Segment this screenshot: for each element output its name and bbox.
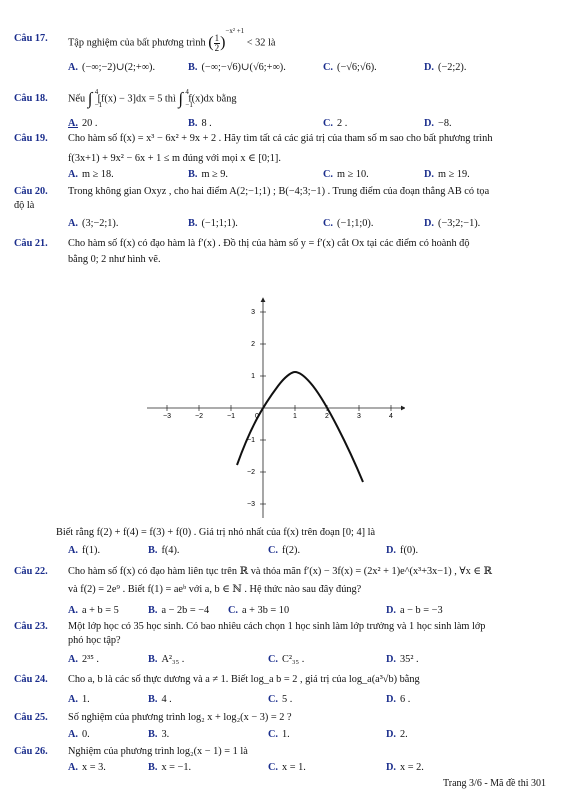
x-tick-label: 4 (389, 413, 393, 420)
question-number: Câu 17. (14, 33, 48, 44)
option-c[interactable]: C. 1. (268, 729, 290, 740)
question-number: Câu 18. (14, 93, 48, 104)
question-text: Cho hàm số f(x) = x³ − 6x² + 9x + 2 . Hãy tìm tất cả các giá trị của tham số m sao cho bất phương trình f(3x+1) + 9x² − 6x + 1 ≤ m đúng với mọi x ∈ [0;1]. (68, 133, 493, 164)
y-tick-label: −2 (247, 469, 255, 476)
option-a[interactable]: A. 0. (68, 729, 90, 740)
question-number: Câu 19. (14, 133, 48, 144)
y-tick-label: 3 (251, 309, 255, 316)
question-text: Nếu ∫ 4 −1 [f(x) − 3]dx = 5 thì ∫ 4 −1 f(x)dx bằng (68, 88, 237, 109)
option-b[interactable]: B. A²₃₅ . (148, 654, 185, 665)
question-text: Nghiệm của phương trình log₂(x − 1) = 1 là (68, 746, 248, 757)
question-number: Câu 22. (14, 566, 48, 577)
question-text: Cho hàm số f(x) có đạo hàm liên tục trên ℝ và thỏa mãn f′(x) − 3f(x) = (2x² + 1)e^(x³+3x−1) , ∀x ∈ ℝ và f(2) = 2e⁹ . Biết f(1) = aeᵇ với a, b ∈ ℕ . Hệ thức nào sau đây đúng? (68, 566, 493, 595)
option-d[interactable]: D. 2. (386, 729, 408, 740)
option-a[interactable]: A. a + b = 5 (68, 605, 119, 616)
option-a[interactable]: A. x = 3. (68, 762, 106, 773)
option-d[interactable]: D. m ≥ 19. (424, 169, 470, 180)
curve-y-equals-fprime (237, 372, 363, 482)
option-b[interactable]: B. m ≥ 9. (188, 169, 228, 180)
option-d[interactable]: D. (−3;2;−1). (424, 218, 481, 229)
page-footer: Trang 3/6 - Mã đề thi 301 (443, 778, 546, 789)
y-tick-label: −3 (247, 501, 255, 508)
origin-label: 0 (255, 413, 259, 420)
option-c[interactable]: C. (−1;1;0). (323, 218, 374, 229)
option-d[interactable]: D. (−2;2). (424, 62, 467, 73)
question-text: Trong không gian Oxyz , cho hai điểm A(2;−1;1) ; B(−4;3;−1) . Trung điểm của đoạn thẳng AB có tọa độ là (14, 186, 490, 211)
y-tick-label: −1 (247, 437, 255, 444)
option-d[interactable]: D. 35² . (386, 654, 419, 665)
option-c[interactable]: C. a + 3b = 10 (228, 605, 290, 616)
question-number: Câu 23. (14, 621, 48, 632)
option-a[interactable]: A. (−∞;−2)∪(2;+∞). (68, 62, 156, 73)
option-d[interactable]: D. x = 2. (386, 762, 424, 773)
option-a[interactable]: A. f(1). (68, 545, 101, 556)
question-number: Câu 25. (14, 712, 48, 723)
option-c[interactable]: C. 2 . (323, 118, 348, 129)
x-tick-label: 3 (357, 413, 361, 420)
x-tick-label: 1 (293, 413, 297, 420)
question-number: Câu 26. (14, 746, 48, 757)
option-c[interactable]: C. 5 . (268, 694, 293, 705)
y-tick-label: 2 (251, 341, 255, 348)
option-a[interactable]: A. 1. (68, 694, 90, 705)
option-c[interactable]: C. C²₃₅ . (268, 654, 305, 665)
option-b[interactable]: B. (−∞;−√6)∪(√6;+∞). (188, 62, 286, 73)
option-b[interactable]: B. f(4). (148, 545, 180, 556)
option-c[interactable]: C. f(2). (268, 545, 301, 556)
fraction: $\frac{1}{2}$ (214, 32, 220, 53)
option-d[interactable]: D. f(0). (386, 545, 419, 556)
x-tick-label: 2 (325, 413, 329, 420)
integral-sign: ∫ 4 −1 (178, 88, 193, 109)
option-b[interactable]: B. (−1;1;1). (188, 218, 238, 229)
option-b[interactable]: B. x = −1. (148, 762, 192, 773)
question-text: Tập nghiệm của bất phương trình ( $\frac{1}{2}$ )$^{-x^2 +1}$ < 32 là (68, 27, 276, 53)
derivative-graph (143, 296, 405, 518)
option-c[interactable]: C. (−√6;√6). (323, 62, 377, 73)
question-text: Cho a, b là các số thực dương và a ≠ 1. Biết log_a b = 2 , giá trị của log_a(a³√b) bằng (68, 674, 420, 685)
option-c[interactable]: C. x = 1. (268, 762, 306, 773)
option-c[interactable]: C. m ≥ 10. (323, 169, 369, 180)
integral-sign: ∫ 4 −1 (87, 88, 103, 109)
option-a[interactable]: A. 20 . (68, 118, 98, 129)
option-a[interactable]: A. m ≥ 18. (68, 169, 114, 180)
question-text: Một lớp học có 35 học sinh. Có bao nhiêu cách chọn 1 học sinh làm lớp trưởng và 1 học sinh làm lớp phó học tập? (68, 621, 486, 646)
question-text: Số nghiệm của phương trình log₂ x + log₂(x − 3) = 2 ? (68, 712, 292, 723)
x-tick-label: −1 (227, 413, 235, 420)
option-d[interactable]: D. a − b = −3 (386, 605, 443, 616)
x-tick-label: −2 (195, 413, 203, 420)
option-b[interactable]: B. a − 2b = −4 (148, 605, 210, 616)
option-a[interactable]: A. (3;−2;1). (68, 218, 119, 229)
option-d[interactable]: D. −8. (424, 118, 452, 129)
option-a[interactable]: A. 2³⁵ . (68, 654, 99, 665)
question-number: Câu 21. (14, 238, 48, 249)
option-b[interactable]: B. 8 . (188, 118, 212, 129)
question-number: Câu 20. (14, 186, 48, 197)
x-tick-label: −3 (163, 413, 171, 420)
question-number: Câu 24. (14, 674, 48, 685)
option-b[interactable]: B. 4 . (148, 694, 172, 705)
option-b[interactable]: B. 3. (148, 729, 170, 740)
y-tick-label: 1 (251, 373, 255, 380)
option-d[interactable]: D. 6 . (386, 694, 411, 705)
question-text: Cho hàm số f(x) có đạo hàm là f′(x) . Đồ thị của hàm số y = f′(x) cắt Ox tại các điểm có hoành độ bằng 0; 2 như hình vẽ. (68, 238, 470, 265)
x-ticks (163, 405, 393, 420)
